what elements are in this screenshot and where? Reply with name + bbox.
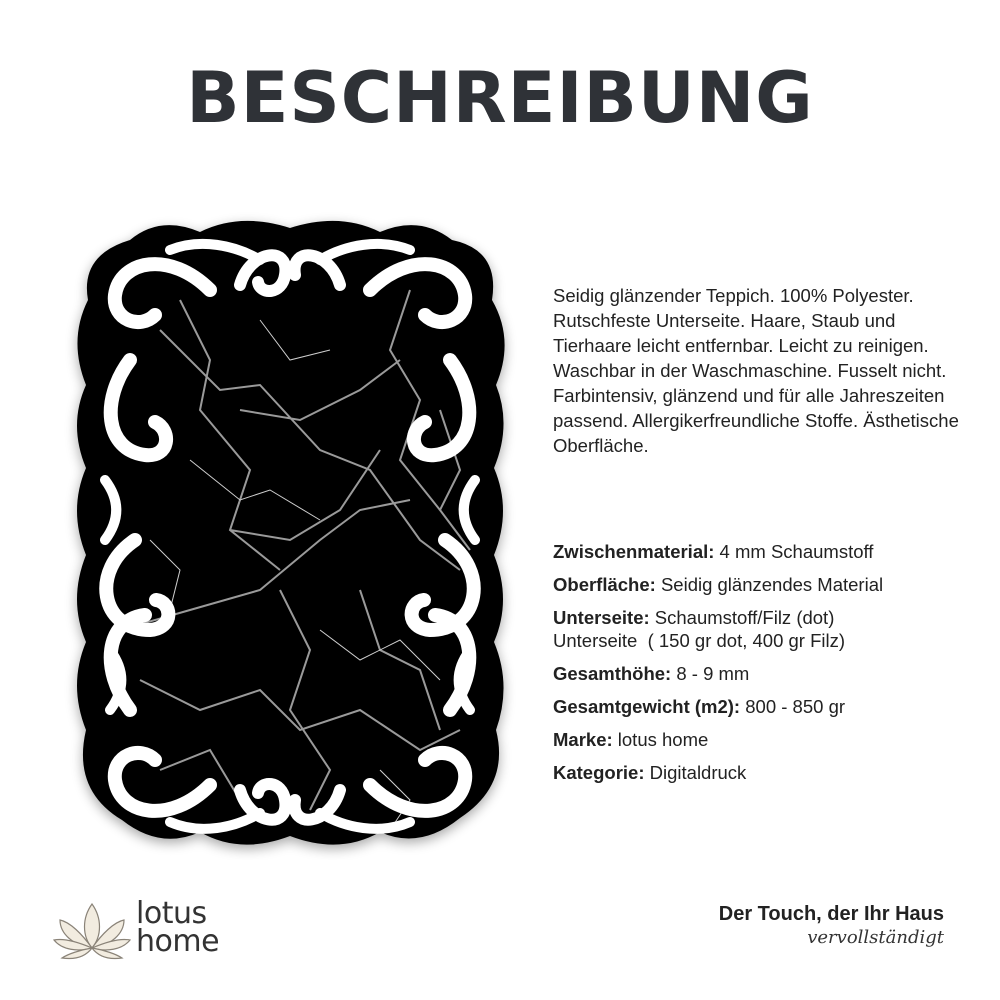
spec-key: Zwischenmaterial: [553, 541, 715, 562]
spec-value: Schaumstoff/Filz (dot) [649, 607, 835, 628]
tagline [719, 902, 944, 950]
tagline-main: Der Touch, der Ihr Haus [718, 903, 944, 925]
spec-gesamthoehe [553, 662, 983, 685]
brand-wordmark [136, 896, 220, 959]
spec-value-line2: Unterseite ( 150 gr dot, 400 gr Filz) [553, 630, 846, 651]
brand-line1: lotus [136, 896, 207, 931]
spec-key: Oberfläche: [553, 574, 656, 595]
spec-unterseite [553, 606, 983, 652]
rug-image [60, 210, 520, 860]
spec-list [553, 540, 983, 794]
spec-value: 800 - 850 gr [740, 696, 846, 717]
tagline-sub: vervollständigt [807, 927, 944, 948]
spec-key: Gesamthöhe: [553, 663, 672, 684]
spec-key: Unterseite: [553, 607, 650, 628]
spec-zwischenmaterial [553, 540, 983, 563]
spec-key: Gesamtgewicht (m2): [553, 696, 741, 717]
brand-logo [52, 898, 252, 962]
spec-value: 8 - 9 mm [671, 663, 750, 684]
spec-marke [553, 728, 983, 751]
page-title: BESCHREIBUNG [186, 57, 814, 139]
lotus-flower-icon [52, 898, 132, 960]
spec-key: Kategorie: [553, 762, 645, 783]
spec-value: Seidig glänzendes Material [655, 574, 884, 595]
rug-illustration [60, 210, 520, 860]
spec-oberflaeche [553, 573, 983, 596]
brand-line2: home [136, 924, 220, 959]
spec-value: 4 mm Schaumstoff [714, 541, 874, 562]
spec-value: Digitaldruck [644, 762, 747, 783]
product-description: Seidig glänzender Teppich. 100% Polyester. Rutschfeste Unterseite. Haare, Staub und Tierhaare leicht entfernbar. Leicht zu reinigen. Waschbar in der Waschmaschine. Fusselt nicht. Farbintensiv, glänzend und für alle Jahreszeiten passend. Allergikerfreundliche Stoffe. Ästhetische Oberfläche. [553, 285, 959, 456]
spec-value: lotus home [612, 729, 709, 750]
spec-gesamtgewicht [553, 695, 983, 718]
spec-key: Marke: [553, 729, 613, 750]
spec-kategorie [553, 761, 983, 784]
